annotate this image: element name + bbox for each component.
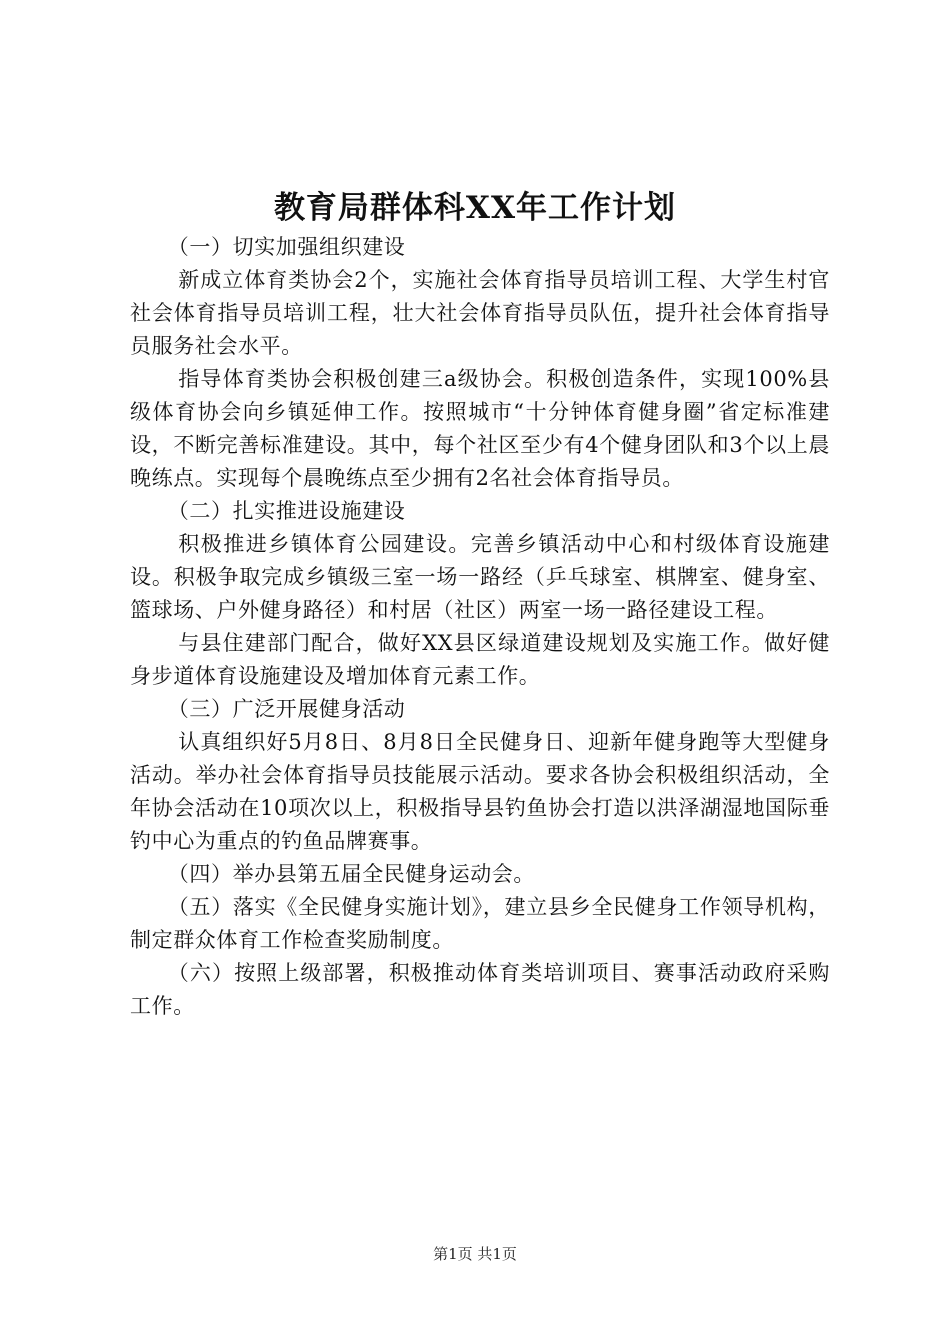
paragraph: 新成立体育类协会2个，实施社会体育指导员培训工程、大学生村官社会体育指导员培训工程，壮大社会体育指导员队伍，提升社会体育指导员服务社会水平。 [130, 268, 830, 358]
section-heading-1: （一）切实加强组织建设 [167, 235, 406, 259]
paragraph: 与县住建部门配合，做好XX县区绿道建设规划及实施工作。做好健身步道体育设施建设及增加体育元素工作。 [130, 631, 830, 688]
section-heading-6: （六）按照上级部署，积极推动体育类培训项目、赛事活动政府采购工作。 [130, 961, 830, 1018]
paragraph: 积极推进乡镇体育公园建设。完善乡镇活动中心和村级体育设施建设。积极争取完成乡镇级三室一场一路经（乒乓球室、棋牌室、健身室、篮球场、户外健身路径）和村居（社区）两室一场一路径建设工程。 [130, 532, 830, 622]
section-heading-2: （二）扎实推进设施建设 [167, 499, 406, 523]
document-body [130, 231, 830, 1023]
paragraph: 认真组织好5月8日、8月8日全民健身日、迎新年健身跑等大型健身活动。举办社会体育指导员技能展示活动。要求各协会积极组织活动，全年协会活动在10项次以上，积极指导县钓鱼协会打造以洪泽湖湿地国际垂钓中心为重点的钓鱼品牌赛事。 [130, 730, 830, 853]
section-heading-4: （四）举办县第五届全民健身运动会。 [167, 862, 535, 886]
document-title: 教育局群体科XX年工作计划 [273, 190, 677, 226]
section-heading-3: （三）广泛开展健身活动 [167, 697, 406, 721]
page-footer: 第1页 共1页 [433, 1245, 517, 1263]
paragraph: 指导体育类协会积极创建三a级协会。积极创造条件，实现100%县级体育协会向乡镇延伸工作。按照城市“十分钟体育健身圈”省定标准建设，不断完善标准建设。其中，每个社区至少有4个健身团队和3个以上晨晚练点。实现每个晨晚练点至少拥有2名社会体育指导员。 [130, 367, 830, 490]
section-heading-5: （五）落实《全民健身实施计划》，建立县乡全民健身工作领导机构，制定群众体育工作检查奖励制度。 [130, 895, 830, 952]
